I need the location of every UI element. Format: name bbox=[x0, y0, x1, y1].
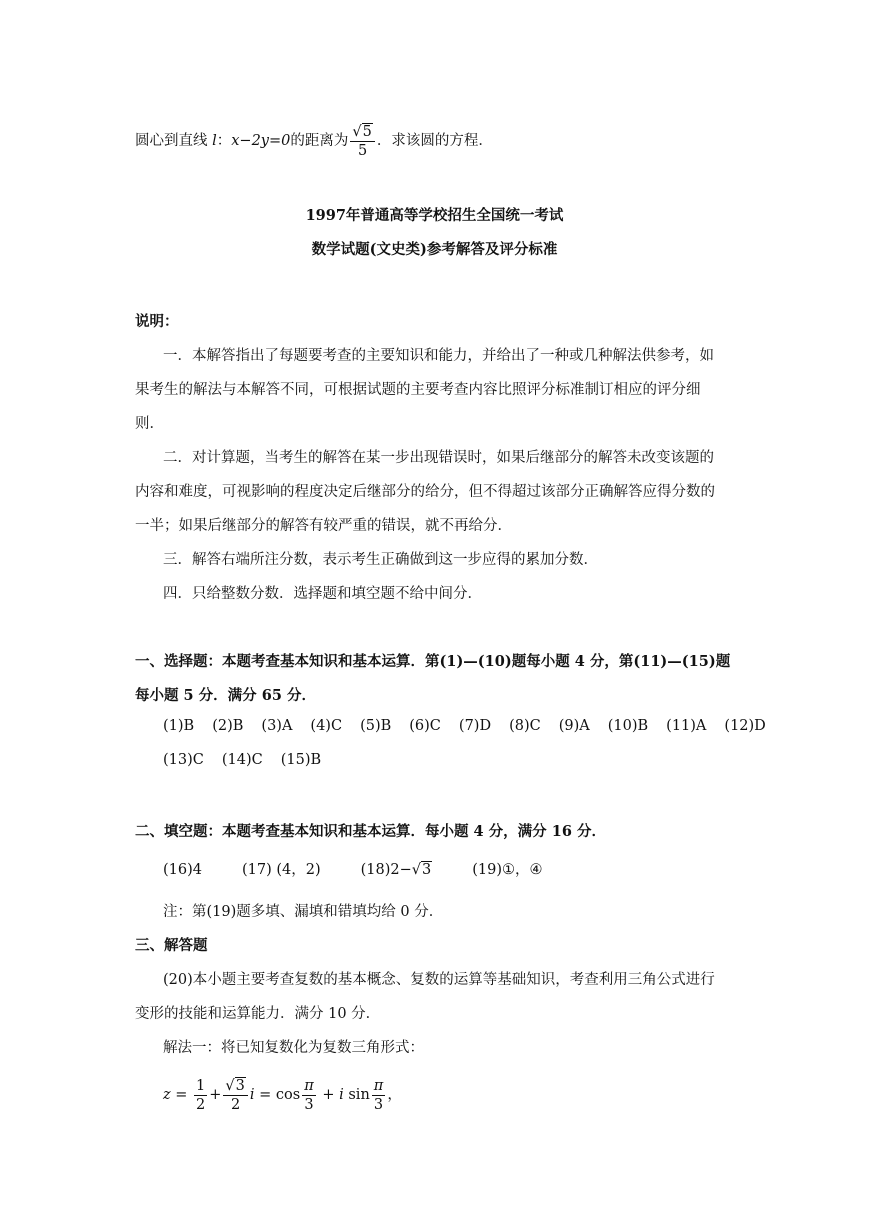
note-2-line2: 内容和难度，可视影响的程度决定后继部分的给分，但不得超过该部分正确解答应得分数的 bbox=[135, 484, 715, 500]
problem-continuation-line bbox=[135, 118, 493, 164]
sqrt-radicand: 3 bbox=[235, 1077, 245, 1094]
answer-9: (9)A bbox=[558, 718, 590, 734]
sqrt-symbol: √5 bbox=[352, 123, 372, 140]
colon: ： bbox=[216, 133, 232, 149]
answer-18 bbox=[361, 862, 433, 878]
section1-heading-line1: 一、选择题：本题考查基本知识和基本运算．第(1)—(10)题每小题 4 分，第(11)—(15)题 bbox=[135, 653, 731, 670]
plus-sign: + bbox=[209, 1087, 222, 1103]
note-2-line1: 二．对计算题，当考生的解答在某一步出现错误时，如果后继部分的解答未改变该题的 bbox=[163, 450, 714, 466]
fraction-root3-half bbox=[223, 1077, 247, 1114]
imaginary-unit: i bbox=[249, 1087, 255, 1103]
comma: ， bbox=[387, 1087, 402, 1103]
sqrt-radicand: 5 bbox=[362, 123, 372, 140]
sqrt-symbol: √3 bbox=[411, 862, 432, 878]
note-2-line3: 一半；如果后继部分的解答有较严重的错误，就不再给分． bbox=[135, 518, 512, 534]
answer-1: (1)B bbox=[163, 718, 195, 734]
text-prefix: 圆心到直线 bbox=[135, 133, 213, 149]
answer-8: (8)C bbox=[509, 718, 541, 734]
fraction-one-half bbox=[194, 1077, 207, 1114]
answer-6: (6)C bbox=[409, 718, 441, 734]
doc-title-line1: 1997年普通高等学校招生全国统一考试 bbox=[305, 207, 564, 224]
answer-13: (13)C bbox=[163, 752, 204, 768]
fraction-numerator: π bbox=[304, 1077, 314, 1094]
note-1-line1: 一．本解答指出了每题要考查的主要知识和能力，并给出了一种或几种解法供参考，如 bbox=[163, 348, 714, 364]
answer-16: (16)4 bbox=[163, 862, 202, 878]
fraction-denominator: 2 bbox=[196, 1096, 206, 1113]
equals-cos: = cos bbox=[254, 1087, 301, 1103]
doc-title-line2: 数学试题(文史类)参考解答及评分标准 bbox=[311, 241, 558, 258]
note-4: 四．只给整数分数．选择题和填空题不给中间分． bbox=[163, 586, 482, 602]
note-1-line2: 果考生的解法与本解答不同，可根据试题的主要考查内容比照评分标准制订相应的评分细 bbox=[135, 382, 701, 398]
answer-15: (15)B bbox=[280, 752, 322, 768]
notes-heading: 说明： bbox=[135, 313, 179, 330]
fraction-numerator: π bbox=[373, 1077, 384, 1094]
fraction-denominator: 2 bbox=[231, 1096, 241, 1113]
line-name: l bbox=[212, 133, 217, 149]
sin-function: sin bbox=[343, 1087, 370, 1103]
answer-12: (12)D bbox=[724, 718, 766, 734]
fraction-denominator: 3 bbox=[373, 1096, 384, 1113]
answer-7: (7)D bbox=[458, 718, 492, 734]
answer-14: (14)C bbox=[221, 752, 263, 768]
answer-5: (5)B bbox=[360, 718, 392, 734]
method-1-intro: 解法一：将已知复数化为复数三角形式： bbox=[163, 1040, 424, 1056]
section3-heading: 三、解答题 bbox=[135, 937, 208, 954]
distance-fraction bbox=[350, 123, 374, 160]
answer-2: (2)B bbox=[212, 718, 244, 734]
sqrt-symbol: √3 bbox=[225, 1077, 245, 1094]
answer-18-prefix: (18)2− bbox=[360, 862, 412, 878]
fraction-numerator: 1 bbox=[196, 1077, 206, 1094]
answer-17: (17) (4，2) bbox=[242, 862, 321, 878]
answer-4: (4)C bbox=[310, 718, 343, 734]
answers-row-1 bbox=[163, 718, 766, 734]
note-3: 三．解答右端所注分数，表示考生正确做到这一步应得的累加分数． bbox=[163, 552, 598, 568]
fraction-denominator: 3 bbox=[304, 1096, 314, 1113]
answer-19: (19)①，④ bbox=[472, 862, 543, 878]
var-z: z bbox=[163, 1087, 171, 1103]
section2-note: 注：第(19)题多填、漏填和错填均给 0 分． bbox=[163, 904, 444, 920]
answer-3: (3)A bbox=[261, 718, 293, 734]
problem-20-line1: (20)本小题主要考查复数的基本概念、复数的运算等基础知识，考查利用三角公式进行 bbox=[163, 972, 715, 988]
equals-sign: = bbox=[170, 1087, 193, 1103]
answer-10: (10)B bbox=[607, 718, 649, 734]
section1-heading-line2: 每小题 5 分．满分 65 分． bbox=[135, 687, 316, 704]
answers-row-2 bbox=[163, 752, 321, 768]
text-middle: 的距离为 bbox=[290, 133, 349, 149]
fill-answers-row bbox=[163, 858, 543, 879]
plus-sign: + bbox=[317, 1087, 340, 1103]
line-equation: x−2y=0 bbox=[231, 133, 291, 149]
fraction-pi-over-3 bbox=[372, 1077, 386, 1114]
fraction-pi-over-3 bbox=[302, 1077, 316, 1114]
imaginary-unit: i bbox=[339, 1087, 344, 1103]
complex-number-formula bbox=[163, 1072, 402, 1118]
fraction-denominator: 5 bbox=[358, 142, 368, 159]
answer-11: (11)A bbox=[666, 718, 707, 734]
section2-heading: 二、填空题：本题考查基本知识和基本运算．每小题 4 分，满分 16 分． bbox=[135, 823, 606, 840]
sqrt-radicand: 3 bbox=[422, 862, 432, 878]
note-1-line3: 则． bbox=[135, 416, 164, 432]
problem-20-line2: 变形的技能和运算能力．满分 10 分． bbox=[135, 1006, 381, 1022]
text-suffix: ．求该圆的方程． bbox=[376, 133, 493, 149]
